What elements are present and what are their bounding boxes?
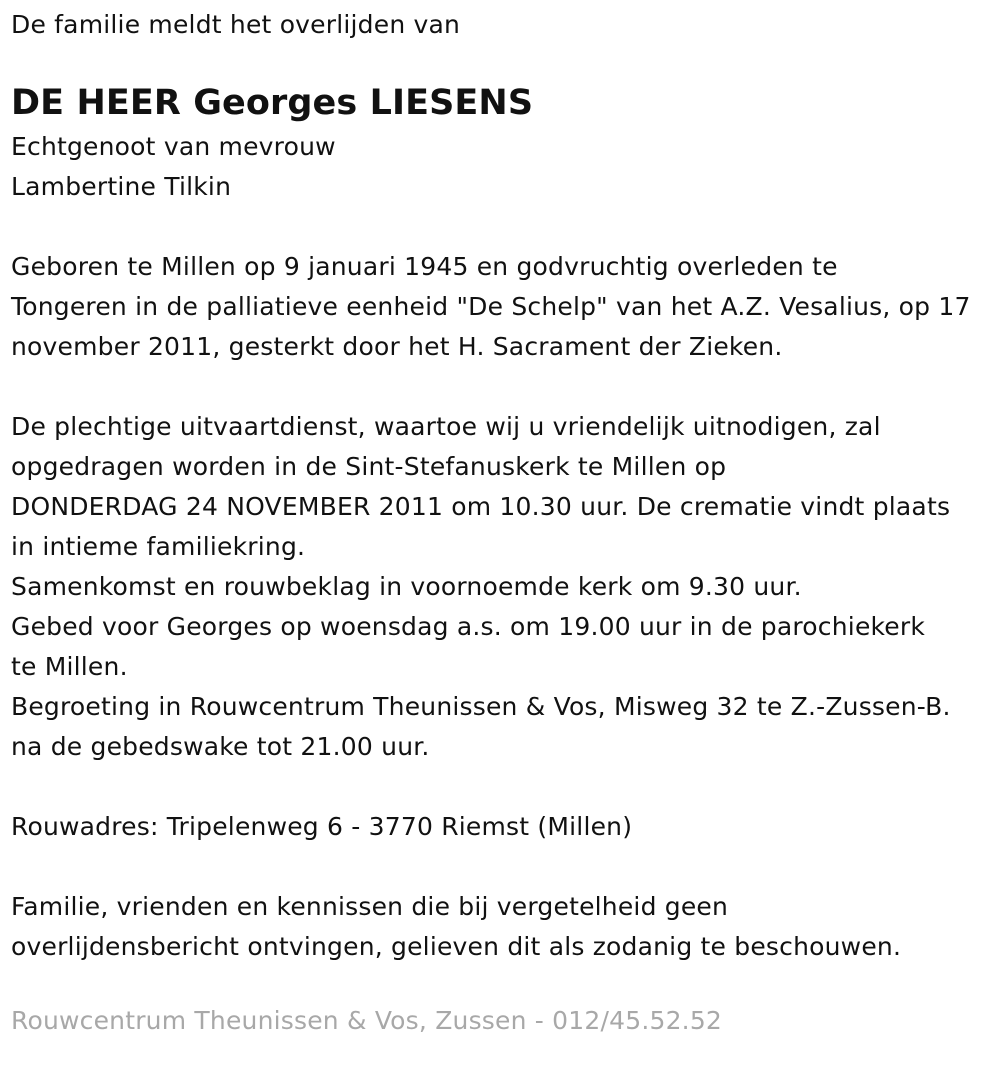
paragraph-line: november 2011, gesterkt door het H. Sacrament der Zieken. bbox=[11, 332, 783, 361]
paragraph-line: Begroeting in Rouwcentrum Theunissen & Vos, Misweg 32 te Z.-Zussen-B. bbox=[11, 692, 951, 721]
paragraph-line: DONDERDAG 24 NOVEMBER 2011 om 10.30 uur. De crematie vindt plaats bbox=[11, 492, 951, 521]
spouse-line: Echtgenoot van mevrouw bbox=[11, 132, 336, 161]
paragraph-line: Gebed voor Georges op woensdag a.s. om 19.00 uur in de parochiekerk bbox=[11, 612, 926, 641]
mourning-address: Rouwadres: Tripelenweg 6 - 3770 Riemst (Millen) bbox=[11, 812, 633, 841]
paragraph-line: opgedragen worden in de Sint-Stefanuskerk te Millen op bbox=[11, 452, 727, 481]
paragraph-line: De plechtige uitvaartdienst, waartoe wij u vriendelijk uitnodigen, zal bbox=[11, 412, 881, 441]
paragraph-line: in intieme familiekring. bbox=[11, 532, 306, 561]
spacer bbox=[11, 847, 996, 887]
paragraph-line: Samenkomst en rouwbeklag in voornoemde kerk om 9.30 uur. bbox=[11, 572, 802, 601]
spacer bbox=[11, 207, 996, 247]
spouse-block bbox=[11, 127, 996, 207]
funeral-home-footer: Rouwcentrum Theunissen & Vos, Zussen - 012/45.52.52 bbox=[11, 1006, 723, 1035]
paragraph-line: overlijdensbericht ontvingen, gelieven dit als zodanig te beschouwen. bbox=[11, 932, 902, 961]
spacer bbox=[11, 367, 996, 407]
notice-paragraph bbox=[11, 887, 996, 967]
paragraph-line: Familie, vrienden en kennissen die bij vergetelheid geen bbox=[11, 892, 729, 921]
paragraph-line: Tongeren in de palliatieve eenheid "De Schelp" van het A.Z. Vesalius, op 17 bbox=[11, 292, 971, 321]
paragraph-line: Geboren te Millen op 9 januari 1945 en godvruchtig overleden te bbox=[11, 252, 838, 281]
paragraph-line: te Millen. bbox=[11, 652, 128, 681]
obituary-notice bbox=[11, 0, 996, 1041]
service-paragraph bbox=[11, 407, 996, 767]
birth-death-paragraph bbox=[11, 247, 996, 367]
spouse-line: Lambertine Tilkin bbox=[11, 172, 232, 201]
spacer bbox=[11, 767, 996, 807]
paragraph-line: na de gebedswake tot 21.00 uur. bbox=[11, 732, 430, 761]
deceased-name: DE HEER Georges LIESENS bbox=[11, 83, 534, 123]
intro-text: De familie meldt het overlijden van bbox=[11, 10, 461, 39]
